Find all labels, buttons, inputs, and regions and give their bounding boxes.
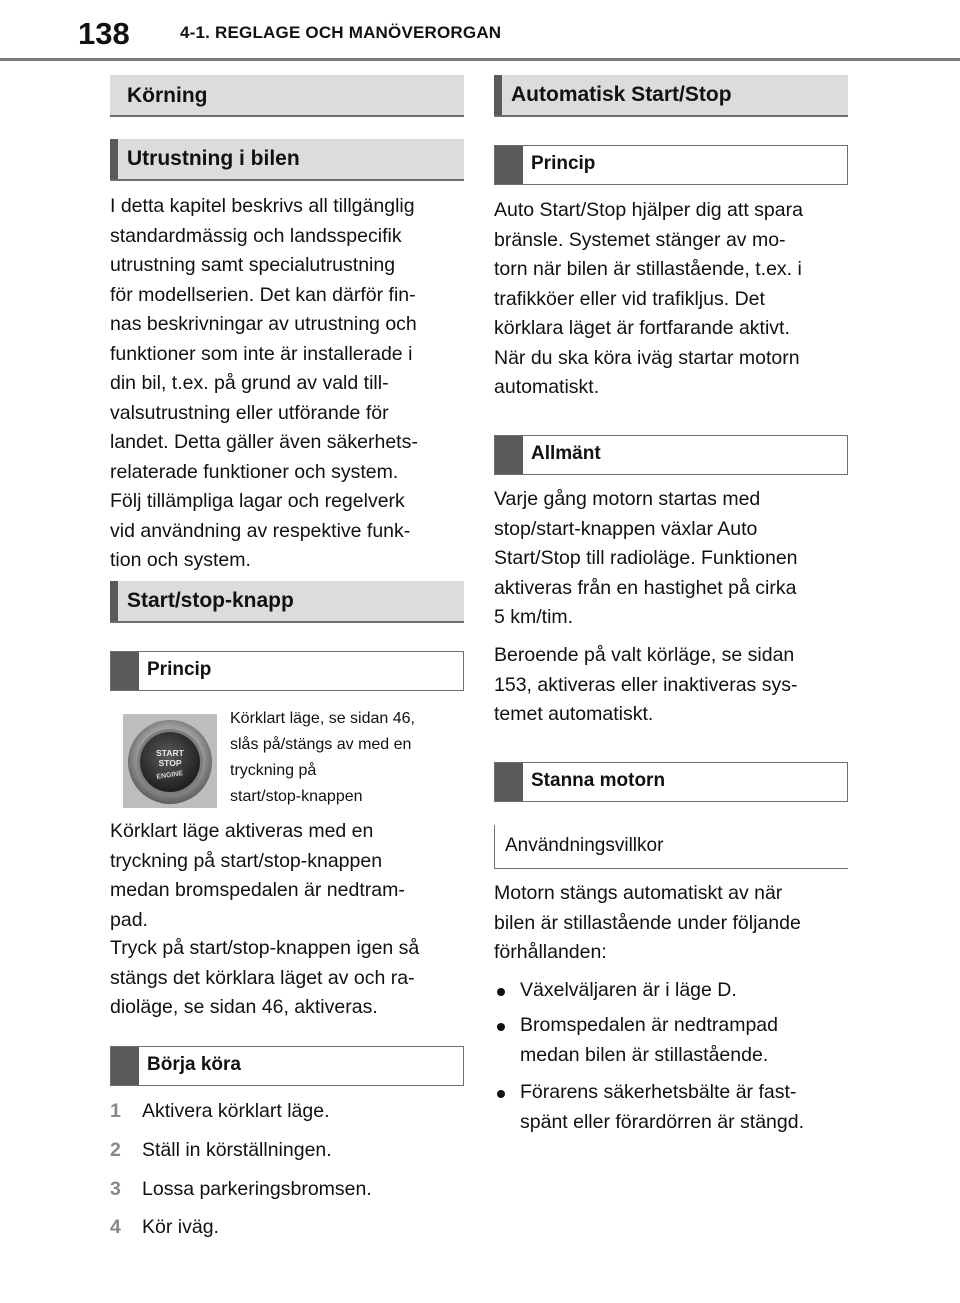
text-line: I detta kapitel beskrivs all tillgänglig [110, 195, 415, 217]
section-heading-korning [110, 75, 464, 117]
page-header [0, 0, 960, 60]
text-line: aktiveras från en hastighet på cirka [494, 576, 797, 599]
caption-line: Körklart läge, se sidan 46, [230, 710, 415, 727]
text-line: Auto Start/Stop hjälper dig att spara [494, 199, 803, 221]
subsubheading-princip [110, 651, 464, 691]
text-line: standardmässig och landsspecifik [110, 224, 402, 247]
bullet-icon [497, 988, 505, 996]
step-number: 4 [110, 1216, 121, 1238]
allmant-paragraph-1 [494, 485, 848, 633]
text-line: tion och system. [110, 549, 251, 571]
text-line: 5 km/tim. [494, 606, 574, 628]
caption-line: slås på/stängs av med en [230, 736, 412, 753]
bullet-icon [497, 1090, 505, 1098]
princip-paragraph [494, 196, 848, 403]
subheading-utrustning [110, 139, 464, 181]
step-text: Kör iväg. [142, 1216, 219, 1238]
step-number: 2 [110, 1139, 121, 1161]
step-number: 3 [110, 1178, 121, 1200]
section-heading-text: Automatisk Start/Stop [511, 83, 732, 106]
tryck-paragraph [110, 934, 464, 1023]
text-line: bilen är stillastående under följande [494, 911, 801, 934]
subsubheading-princip [494, 145, 848, 185]
korklart-paragraph [110, 817, 464, 935]
subheading-start-stop-knapp [110, 581, 464, 623]
step-text: Lossa parkeringsbromsen. [142, 1178, 372, 1200]
subsubheading-text: Allmänt [531, 443, 601, 464]
subsubheading-borja-kora [110, 1046, 464, 1086]
subsubheading-text: Princip [147, 659, 212, 680]
subheading-text: Användningsvillkor [505, 835, 664, 856]
page-number: 138 [78, 16, 130, 51]
text-line: förhållanden: [494, 941, 607, 963]
text-line: din bil, t.ex. på grund av vald till- [110, 372, 389, 394]
subsubheading-stanna-motorn [494, 762, 848, 802]
subsubheading-text: Stanna motorn [531, 770, 666, 791]
villkor-paragraph [494, 879, 848, 968]
allmant-paragraph-2 [494, 641, 848, 730]
text-line: relaterade funktioner och system. [110, 460, 399, 483]
text-line: valsutrustning eller utförande för [110, 401, 389, 424]
subheading-anvandningsvillkor [494, 825, 848, 869]
step-text: Ställ in körställningen. [142, 1139, 332, 1161]
step-text: Aktivera körklart läge. [142, 1100, 330, 1122]
bullet-text: medan bilen är stillastående. [520, 1043, 769, 1066]
text-line: pad. [110, 908, 148, 931]
text-line: Start/Stop till radioläge. Funktionen [494, 547, 798, 569]
subheading-text: Start/stop-knapp [127, 589, 294, 612]
text-line: stop/start-knappen växlar Auto [494, 517, 758, 540]
text-line: medan bromspedalen är nedtram- [110, 879, 405, 901]
text-line: tryckning på start/stop-knappen [110, 849, 383, 872]
text-line: Följ tillämpliga lagar och regelverk [110, 490, 405, 512]
button-label-start: START [156, 748, 184, 758]
button-label-engine: ENGINE [156, 770, 184, 781]
chapter-title: 4-1. REGLAGE OCH MANÖVERORGAN [180, 23, 502, 42]
caption-line: start/stop-knappen [230, 788, 363, 805]
text-line: 153, aktiveras eller inaktiveras sys- [494, 673, 798, 696]
bullet-icon [497, 1023, 505, 1031]
bullet-text: Växelväljaren är i läge D. [520, 979, 737, 1001]
section-heading-auto-start-stop [494, 75, 848, 117]
text-line: torn när bilen är stillastående, t.ex. i [494, 258, 802, 280]
text-line: Beroende på valt körläge, se sidan [494, 644, 795, 666]
text-line: utrustning samt specialutrustning [110, 254, 396, 276]
text-line: Tryck på start/stop-knappen igen så [110, 937, 420, 959]
bullet-text: Förarens säkerhetsbälte är fast- [520, 1081, 797, 1103]
subsubheading-text: Börja köra [147, 1054, 241, 1075]
text-line: bränsle. Systemet stänger av mo- [494, 228, 786, 251]
text-line: temet automatiskt. [494, 703, 654, 725]
button-label-stop: STOP [158, 758, 182, 768]
text-line: Varje gång motorn startas med [494, 488, 761, 510]
text-line: trafikköer eller vid trafikljus. Det [494, 287, 765, 310]
text-line: Körklart läge aktiveras med en [110, 820, 374, 842]
caption-line: tryckning på [230, 762, 317, 779]
utrustning-paragraph [110, 192, 464, 576]
subsubheading-text: Princip [531, 153, 596, 174]
start-stop-button-icon [123, 714, 217, 808]
text-line: stängs det körklara läget av och ra- [110, 966, 415, 989]
section-heading-text: Körning [127, 84, 208, 107]
bullet-text: spänt eller förardörren är stängd. [520, 1110, 804, 1133]
text-line: vid användning av respektive funk- [110, 519, 411, 542]
step-number: 1 [110, 1100, 121, 1122]
text-line: dioläge, se sidan 46, aktiveras. [110, 996, 378, 1018]
text-line: automatiskt. [494, 376, 600, 398]
photo-caption [230, 706, 470, 810]
subheading-text: Utrustning i bilen [127, 147, 300, 170]
header-rule [0, 58, 960, 61]
text-line: När du ska köra iväg startar motorn [494, 346, 800, 369]
bullet-text: Bromspedalen är nedtrampad [520, 1014, 778, 1036]
text-line: körklara läget är fortfarande aktivt. [494, 317, 790, 339]
text-line: landet. Detta gäller även säkerhets- [110, 431, 418, 453]
text-line: för modellserien. Det kan därför fin- [110, 283, 416, 306]
text-line: nas beskrivningar av utrustning och [110, 313, 417, 335]
subsubheading-allmant [494, 435, 848, 475]
start-stop-button-photo [123, 714, 217, 808]
text-line: funktioner som inte är installerade i [110, 342, 413, 365]
text-line: Motorn stängs automatiskt av när [494, 882, 783, 904]
